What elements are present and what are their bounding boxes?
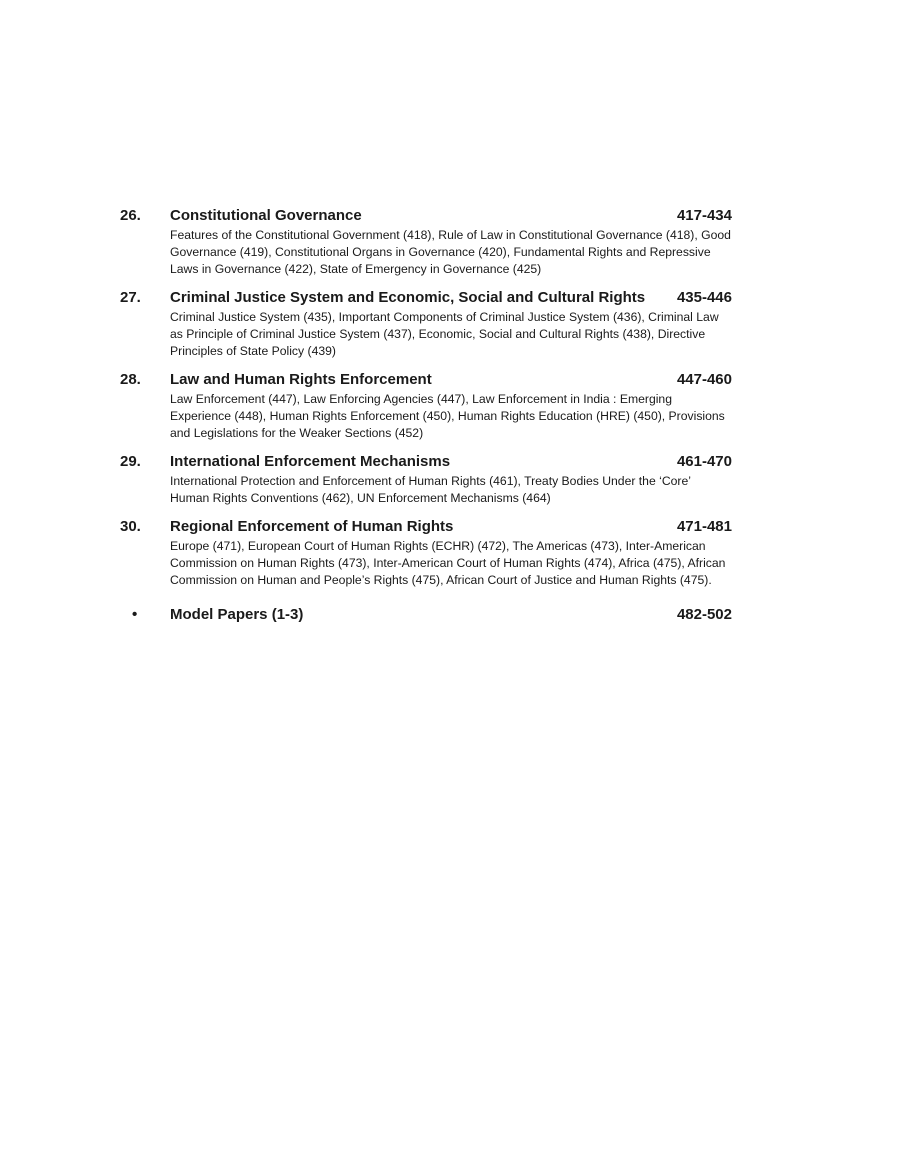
page-range: 471-481 [676,518,732,535]
bullet-icon: • [132,606,138,623]
model-papers-title: Model Papers (1-3) [170,606,304,623]
page-range: 435-446 [676,289,732,306]
toc-entry-26 [120,206,732,278]
table-of-contents [120,206,732,635]
chapter-topics: Law Enforcement (447), Law Enforcing Agencies (447), Law Enforcement in India : Emerging Experience (448), Human Rights Enforcement (450), Human Rights Education (HRE) (450), Provisions and Legislations for the Weaker Sections (452) [170,392,725,440]
page-range: 482-502 [676,606,732,623]
toc-entry-model-papers [120,605,732,625]
chapter-topics: Features of the Constitutional Government (418), Rule of Law in Constitutional Governance (418), Good Governance (419), Constitutional Organs in Governance (420), Fundamental Rights and Repressive Laws in Governance (422), State of Emergency in Governance (425) [170,228,731,276]
chapter-number: 27. [120,289,141,306]
chapter-topics: International Protection and Enforcement of Human Rights (461), Treaty Bodies Under the ‘Core’ Human Rights Conventions (462), UN Enforcement Mechanisms (464) [170,474,691,505]
page-range: 461-470 [676,453,732,470]
chapter-number: 28. [120,371,141,388]
chapter-topics: Criminal Justice System (435), Important Components of Criminal Justice System (436), Criminal Law as Principle of Criminal Justice System (437), Economic, Social and Cultural Rights (438), Directive Principles of State Policy (439) [170,310,719,358]
toc-entry-30 [120,517,732,589]
chapter-title: Constitutional Governance [170,207,362,224]
chapter-title: Criminal Justice System and Economic, Social and Cultural Rights [170,289,646,306]
chapter-title: Law and Human Rights Enforcement [170,371,432,388]
toc-entry-27 [120,288,732,360]
page-range: 447-460 [676,371,732,388]
chapter-topics: Europe (471), European Court of Human Rights (ECHR) (472), The Americas (473), Inter-American Commission on Human Rights (473), Inter-American Court of Human Rights (474), Africa (475), African Commission on Human and People’s Rights (475), African Court of Justice and Human Rights (475). [170,539,726,587]
chapter-number: 30. [120,518,141,535]
chapter-number: 29. [120,453,141,470]
chapter-number: 26. [120,207,141,224]
page-range: 417-434 [676,207,732,224]
chapter-title: International Enforcement Mechanisms [170,453,451,470]
toc-entry-29 [120,452,732,507]
toc-entry-28 [120,370,732,442]
chapter-title: Regional Enforcement of Human Rights [170,518,454,535]
